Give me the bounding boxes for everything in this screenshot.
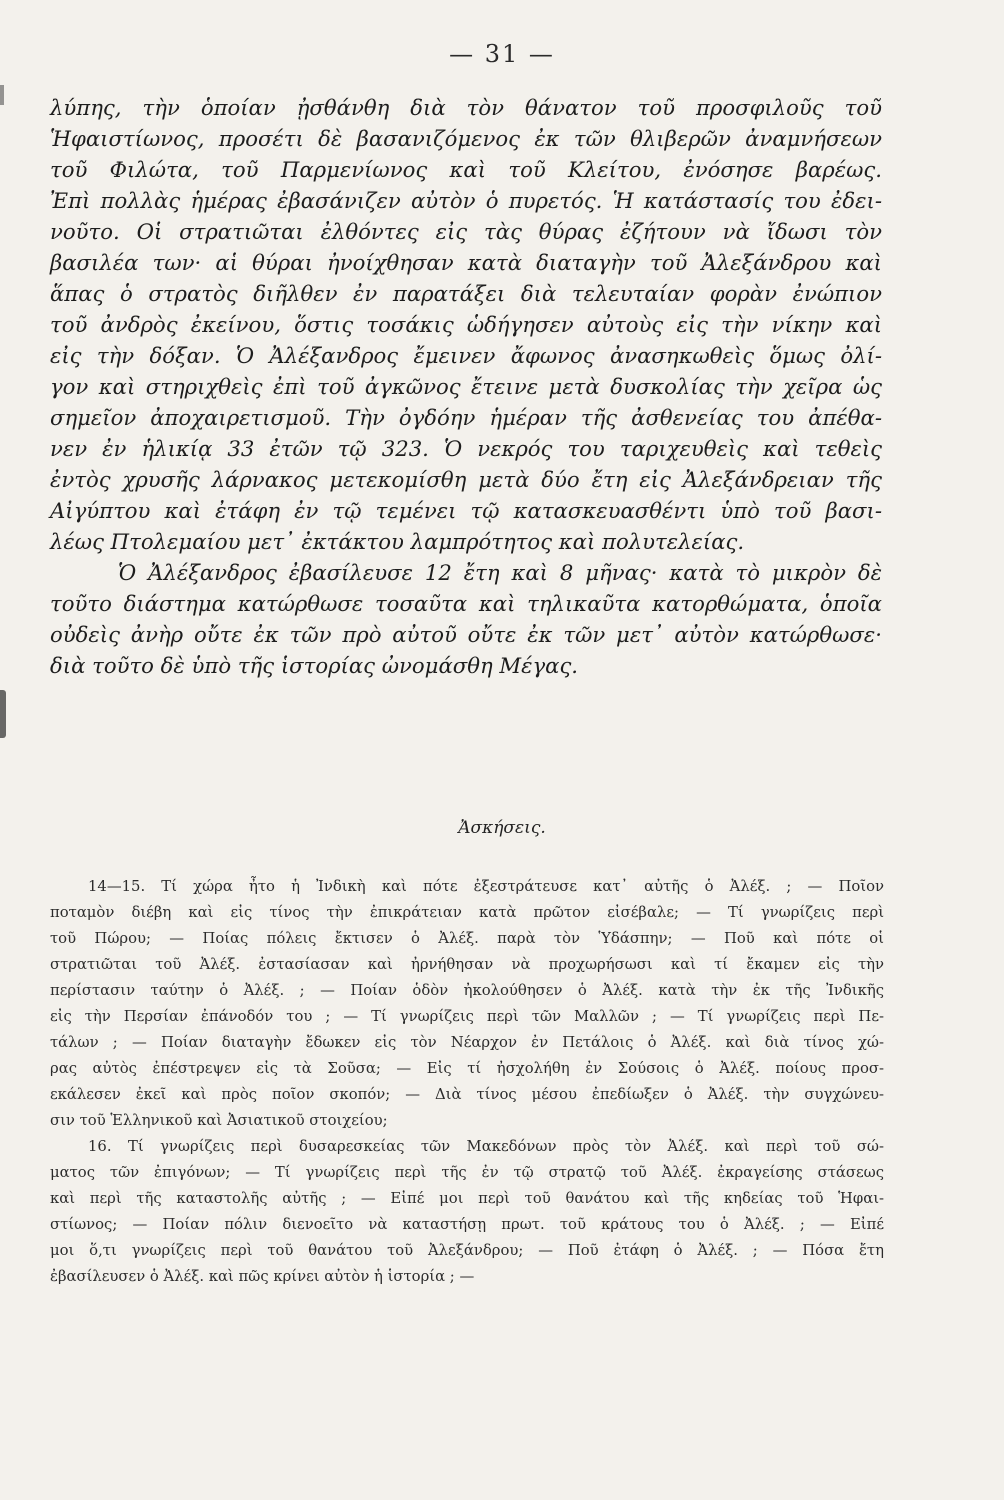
exercise-line: ρας αὐτὸς ἐπέστρεψεν εἰς τὰ Σοῦσα; — Εἰς τί ἠσχολήθη ἐν Σούσοις ὁ Ἀλέξ. ποίους προσ-	[50, 1060, 884, 1077]
page-number: — 31 —	[449, 40, 555, 68]
exercise-line: καὶ περὶ τῆς καταστολῆς αὐτῆς ; — Εἰπέ μοι περὶ τοῦ θανάτου καὶ τῆς κηδείας τοῦ Ἡφαι-	[50, 1190, 884, 1207]
text-line: νοῦτο. Οἱ στρατιῶται ἐλθόντες εἰς τὰς θύρας ἐζήτουν νὰ ἴδωσι τὸν	[50, 219, 882, 244]
text-line: Ὁ Ἀλέξανδρος ἐβασίλευσε 12 ἔτη καὶ 8 μῆνας· κατὰ τὸ μικρὸν δὲ	[118, 560, 882, 585]
exercise-line: τάλων ; — Ποίαν διαταγὴν ἔδωκεν εἰς τὸν Νέαρχον ἐν Πετάλοις ὁ Ἀλέξ. καὶ διὰ τίνος χώ-	[50, 1034, 884, 1051]
text-line: τοῦτο διάστημα κατώρθωσε τοσαῦτα καὶ τηλικαῦτα κατορθώματα, ὁποῖα	[50, 591, 882, 616]
text-line: Αἰγύπτου καὶ ἐτάφη ἐν τῷ τεμένει τῷ κατασκευασθέντι ὑπὸ τοῦ βασι-	[50, 498, 882, 523]
text-line: οὐδεὶς ἀνὴρ οὔτε ἐκ τῶν πρὸ αὐτοῦ οὔτε ἐκ τῶν μετ᾽ αὐτὸν κατώρθωσε·	[50, 622, 882, 647]
main-text	[50, 92, 882, 681]
exercise-line: ματος τῶν ἐπιγόνων; — Τί γνωρίζεις περὶ τῆς ἐν τῷ στρατῷ τοῦ Ἀλέξ. ἐκραγείσης στάσεως	[50, 1164, 884, 1181]
exercises-heading: Ἀσκήσεις.	[458, 818, 546, 838]
exercise-line: ἐβασίλευσεν ὁ Ἀλέξ. καὶ πῶς κρίνει αὐτὸν ἡ ἱστορία ; —	[50, 1268, 475, 1285]
exercise-line: εκάλεσεν ἐκεῖ καὶ πρὸς ποῖον σκοπόν; — Διὰ τίνος μέσου ἐπεδίωξεν ὁ Ἀλέξ. τὴν συγχώνευ-	[50, 1086, 884, 1103]
text-line: βασιλέα των· αἱ θύραι ἠνοίχθησαν κατὰ διαταγὴν τοῦ Ἀλεξάνδρου καὶ	[50, 250, 882, 275]
text-line: γον καὶ στηριχθεὶς ἐπὶ τοῦ ἀγκῶνος ἔτεινε μετὰ δυσκολίας τὴν χεῖρα ὡς	[50, 374, 882, 399]
exercise-line: τοῦ Πώρου; — Ποίας πόλεις ἔκτισεν ὁ Ἀλέξ. παρὰ τὸν Ὑδάσπην; — Ποῦ καὶ πότε οἱ	[50, 930, 884, 947]
exercise-line: 16. Τί γνωρίζεις περὶ δυσαρεσκείας τῶν Μακεδόνων πρὸς τὸν Ἀλέξ. καὶ περὶ τοῦ σώ-	[88, 1138, 884, 1155]
exercise-line: περίστασιν ταύτην ὁ Ἀλέξ. ; — Ποίαν ὁδὸν ἠκολούθησεν ὁ Ἀλέξ. κατὰ τὴν ἐκ τῆς Ἰνδικῆς	[50, 982, 884, 999]
exercise-line: στρατιῶται τοῦ Ἀλέξ. ἐστασίασαν καὶ ἠρνήθησαν νὰ προχωρήσωσι καὶ τί ἔκαμεν εἰς τὴν	[50, 956, 884, 973]
margin-mark	[0, 690, 6, 738]
exercise-line: σιν τοῦ Ἑλληνικοῦ καὶ Ἀσιατικοῦ στοιχείου;	[50, 1112, 388, 1129]
exercise-line: μοι ὅ,τι γνωρίζεις περὶ τοῦ θανάτου τοῦ Ἀλεξάνδρου; — Ποῦ ἐτάφη ὁ Ἀλέξ. ; — Πόσα ἔτη	[50, 1242, 884, 1259]
text-line: λέως Πτολεμαίου μετ᾽ ἐκτάκτου λαμπρότητος καὶ πολυτελείας.	[50, 529, 745, 554]
text-line: Ἐπὶ πολλὰς ἡμέρας ἐβασάνιζεν αὐτὸν ὁ πυρετός. Ἡ κατάστασίς του ἐδει-	[50, 188, 882, 213]
exercise-line: εἰς τὴν Περσίαν ἐπάνοδόν του ; — Τί γνωρίζεις περὶ τῶν Μαλλῶν ; — Τί γνωρίζεις περὶ Πε-	[50, 1008, 884, 1025]
text-line: σημεῖον ἀποχαιρετισμοῦ. Τὴν ὀγδόην ἡμέραν τῆς ἀσθενείας του ἀπέθα-	[50, 405, 882, 430]
text-line: ἅπας ὁ στρατὸς διῆλθεν ἐν παρατάξει διὰ τελευταίαν φορὰν ἐνώπιον	[50, 281, 882, 306]
text-line: τοῦ Φιλώτα, τοῦ Παρμενίωνος καὶ τοῦ Κλείτου, ἐνόσησε βαρέως.	[50, 157, 882, 182]
text-line: νεν ἐν ἡλικίᾳ 33 ἐτῶν τῷ 323. Ὁ νεκρός του ταριχευθεὶς καὶ τεθεὶς	[50, 436, 882, 461]
text-line: ἐντὸς χρυσῆς λάρνακος μετεκομίσθη μετὰ δύο ἔτη εἰς Ἀλεξάνδρειαν τῆς	[50, 467, 882, 492]
exercises-text	[50, 874, 884, 1290]
text-line: εἰς τὴν δόξαν. Ὁ Ἀλέξανδρος ἔμεινεν ἄφωνος ἀνασηκωθεὶς ὅμως ὀλί-	[50, 343, 882, 368]
text-line: τοῦ ἀνδρὸς ἐκείνου, ὅστις τοσάκις ὡδήγησεν αὐτοὺς εἰς τὴν νίκην καὶ	[50, 312, 882, 337]
exercise-line: ποταμὸν διέβη καὶ εἰς τίνος τὴν ἐπικράτειαν κατὰ πρῶτον εἰσέβαλε; — Τί γνωρίζεις περὶ	[50, 904, 884, 921]
exercise-line: 14—15. Τί χώρα ἦτο ἡ Ἰνδικὴ καὶ πότε ἐξεστράτευσε κατ᾽ αὐτῆς ὁ Ἀλέξ. ; — Ποῖον	[88, 878, 884, 895]
text-line: λύπης, τὴν ὁποίαν ᾐσθάνθη διὰ τὸν θάνατον τοῦ προσφιλοῦς τοῦ	[50, 95, 882, 120]
margin-mark	[0, 85, 4, 105]
exercise-line: στίωνος; — Ποίαν πόλιν διενοεῖτο νὰ καταστήσῃ πρωτ. τοῦ κράτους του ὁ Ἀλέξ. ; — Εἰπέ	[50, 1216, 884, 1233]
text-line: Ἡφαιστίωνος, προσέτι δὲ βασανιζόμενος ἐκ τῶν θλιβερῶν ἀναμνήσεων	[50, 126, 882, 151]
text-line: διὰ τοῦτο δὲ ὑπὸ τῆς ἱστορίας ὠνομάσθη Μέγας.	[50, 653, 579, 678]
